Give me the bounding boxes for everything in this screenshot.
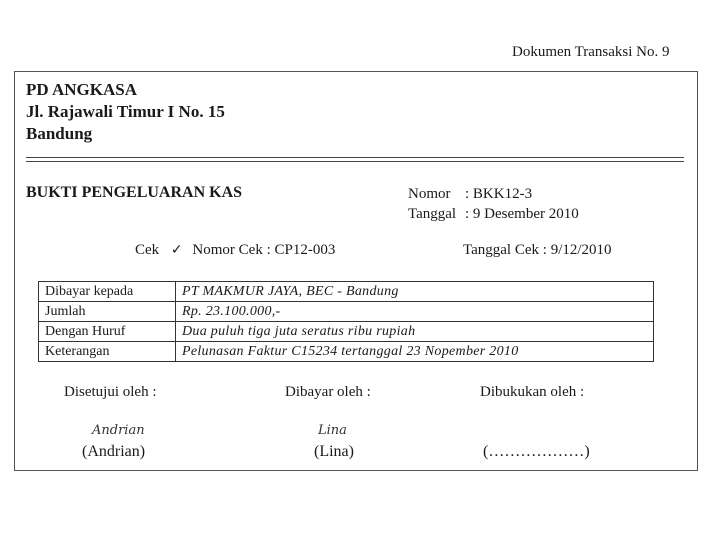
voucher-date-value: : 9 Desember 2010 [465, 206, 579, 222]
document-title: BUKTI PENGELUARAN KAS [26, 184, 243, 201]
table-row [39, 322, 654, 342]
table-row [39, 302, 654, 322]
approved-by-name: (Andrian) [82, 443, 146, 460]
table-row [39, 342, 654, 362]
description-value: Pelunasan Faktur C15234 tertanggal 23 Nopember 2010 [176, 342, 654, 362]
cheque-date-value: 9/12/2010 [550, 242, 612, 258]
amount-words-value: Dua puluh tiga juta seratus ribu rupiah [176, 322, 654, 342]
approved-by-label: Disetujui oleh : [64, 384, 157, 400]
organization-city: Bandung [26, 124, 93, 143]
payee-label: Dibayar kepada [39, 282, 176, 302]
organization-address: Jl. Rajawali Timur I No. 15 [26, 102, 225, 121]
cheque-number-value: CP12-003 [274, 242, 336, 258]
voucher-date-label: Tanggal [408, 206, 457, 222]
document-number: Dokumen Transaksi No. 9 [512, 44, 670, 60]
header-divider-top [26, 157, 684, 158]
cheque-number-label: Nomor Cek : [192, 242, 271, 258]
amount-value: Rp. 23.100.000,- [176, 302, 654, 322]
voucher-number-label: Nomor [408, 186, 451, 202]
voucher-date [408, 206, 579, 223]
voucher-number-value: : BKK12-3 [465, 186, 533, 202]
booked-by-label: Dibukukan oleh : [480, 384, 585, 400]
booked-by-name: (………………) [483, 443, 590, 460]
payee-value: PT MAKMUR JAYA, BEC - Bandung [176, 282, 654, 302]
check-mark-icon: ✓ [170, 242, 183, 258]
amount-words-label: Dengan Huruf [39, 322, 176, 342]
amount-label: Jumlah [39, 302, 176, 322]
cheque-label: Cek [135, 242, 160, 258]
cheque-date [463, 242, 612, 259]
paid-by-name: (Lina) [314, 443, 354, 460]
table-row [39, 282, 654, 302]
voucher-number [408, 186, 532, 203]
organization-name: PD ANGKASA [26, 80, 137, 99]
cheque-date-label: Tanggal Cek : [463, 242, 547, 258]
paid-by-label: Dibayar oleh : [285, 384, 371, 400]
cheque-info [135, 242, 335, 259]
document-frame [14, 71, 698, 471]
paid-by-signature: Lina [318, 423, 347, 438]
payment-details-table [38, 281, 654, 362]
approved-by-signature: Andrian [92, 423, 145, 438]
description-label: Keterangan [39, 342, 176, 362]
header-divider-bottom [26, 161, 684, 162]
